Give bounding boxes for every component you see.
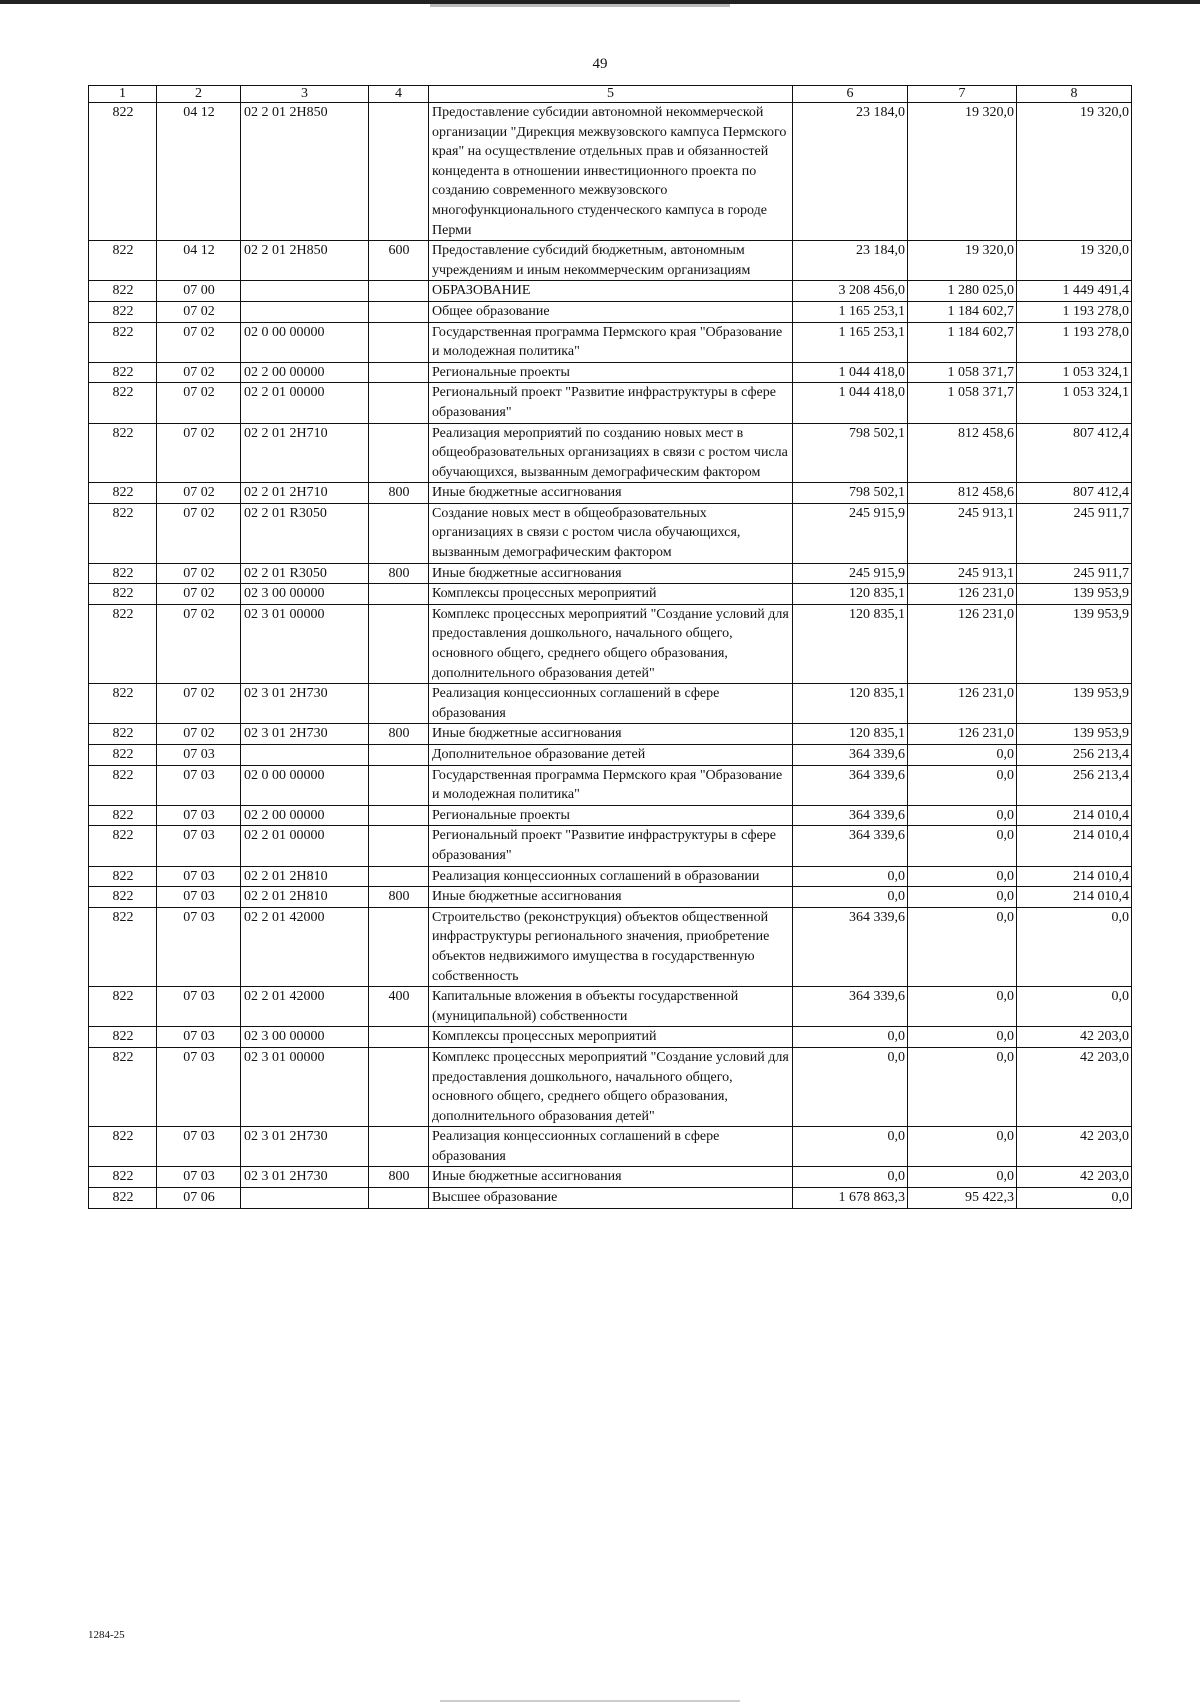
expense-type-cell: 600 [369, 241, 429, 281]
amount-col8-cell: 1 053 324,1 [1017, 362, 1132, 383]
target-article-cell: 02 2 01 42000 [241, 907, 369, 986]
section-code-cell: 07 02 [157, 301, 241, 322]
expense-type-cell [369, 423, 429, 483]
target-article-cell: 02 2 01 00000 [241, 383, 369, 423]
table-header-row [89, 86, 1132, 103]
expense-type-cell [369, 745, 429, 766]
expense-type-cell: 400 [369, 987, 429, 1027]
table-row [89, 362, 1132, 383]
table-row [89, 584, 1132, 605]
amount-col7-cell: 0,0 [908, 826, 1017, 866]
amount-col8-cell: 42 203,0 [1017, 1127, 1132, 1167]
table-row [89, 684, 1132, 724]
amount-col7-cell: 0,0 [908, 765, 1017, 805]
section-code-cell: 07 06 [157, 1188, 241, 1209]
amount-col7-cell: 0,0 [908, 987, 1017, 1027]
amount-col6-cell: 120 835,1 [793, 604, 908, 683]
expense-type-cell [369, 866, 429, 887]
target-article-cell: 02 2 00 00000 [241, 362, 369, 383]
amount-col7-cell: 245 913,1 [908, 503, 1017, 563]
ministry-code-cell: 822 [89, 724, 157, 745]
ministry-code-cell: 822 [89, 483, 157, 504]
amount-col8-cell: 139 953,9 [1017, 724, 1132, 745]
amount-col8-cell: 19 320,0 [1017, 241, 1132, 281]
budget-table [88, 85, 1132, 1209]
amount-col7-cell: 245 913,1 [908, 563, 1017, 584]
section-code-cell: 07 02 [157, 563, 241, 584]
amount-col7-cell: 126 231,0 [908, 684, 1017, 724]
section-code-cell: 07 02 [157, 684, 241, 724]
description-cell: Дополнительное образование детей [429, 745, 793, 766]
amount-col7-cell: 19 320,0 [908, 103, 1017, 241]
section-code-cell: 07 02 [157, 604, 241, 683]
target-article-cell: 02 3 01 00000 [241, 604, 369, 683]
description-cell: Комплексы процессных мероприятий [429, 1027, 793, 1048]
table-row [89, 103, 1132, 241]
description-cell: Иные бюджетные ассигнования [429, 724, 793, 745]
amount-col7-cell: 0,0 [908, 745, 1017, 766]
amount-col7-cell: 126 231,0 [908, 604, 1017, 683]
ministry-code-cell: 822 [89, 322, 157, 362]
section-code-cell: 07 03 [157, 866, 241, 887]
ministry-code-cell: 822 [89, 907, 157, 986]
section-code-cell: 07 03 [157, 907, 241, 986]
section-code-cell: 07 03 [157, 805, 241, 826]
expense-type-cell: 800 [369, 724, 429, 745]
table-row [89, 604, 1132, 683]
amount-col7-cell: 1 184 602,7 [908, 301, 1017, 322]
amount-col7-cell: 19 320,0 [908, 241, 1017, 281]
ministry-code-cell: 822 [89, 584, 157, 605]
amount-col8-cell: 807 412,4 [1017, 483, 1132, 504]
target-article-cell: 02 2 01 00000 [241, 826, 369, 866]
header-cell: 7 [908, 86, 1017, 103]
table-row [89, 563, 1132, 584]
section-code-cell: 04 12 [157, 241, 241, 281]
amount-col6-cell: 23 184,0 [793, 103, 908, 241]
amount-col6-cell: 364 339,6 [793, 826, 908, 866]
description-cell: Реализация концессионных соглашений в образовании [429, 866, 793, 887]
expense-type-cell: 800 [369, 1167, 429, 1188]
description-cell: Государственная программа Пермского края "Образование и молодежная политика" [429, 765, 793, 805]
ministry-code-cell: 822 [89, 1027, 157, 1048]
expense-type-cell [369, 322, 429, 362]
description-cell: Капитальные вложения в объекты государственной (муниципальной) собственности [429, 987, 793, 1027]
expense-type-cell [369, 826, 429, 866]
target-article-cell [241, 1188, 369, 1209]
table-row [89, 241, 1132, 281]
scan-bottom-mark [440, 1700, 740, 1702]
expense-type-cell: 800 [369, 563, 429, 584]
amount-col6-cell: 364 339,6 [793, 805, 908, 826]
section-code-cell: 07 02 [157, 724, 241, 745]
ministry-code-cell: 822 [89, 765, 157, 805]
amount-col8-cell: 1 449 491,4 [1017, 281, 1132, 302]
section-code-cell: 07 03 [157, 1027, 241, 1048]
amount-col8-cell: 0,0 [1017, 907, 1132, 986]
ministry-code-cell: 822 [89, 1127, 157, 1167]
amount-col8-cell: 214 010,4 [1017, 887, 1132, 908]
table-row [89, 483, 1132, 504]
ministry-code-cell: 822 [89, 362, 157, 383]
amount-col6-cell: 798 502,1 [793, 483, 908, 504]
amount-col8-cell: 1 193 278,0 [1017, 301, 1132, 322]
target-article-cell: 02 3 00 00000 [241, 1027, 369, 1048]
table-row [89, 826, 1132, 866]
target-article-cell: 02 0 00 00000 [241, 322, 369, 362]
expense-type-cell [369, 907, 429, 986]
amount-col8-cell: 1 193 278,0 [1017, 322, 1132, 362]
section-code-cell: 07 02 [157, 503, 241, 563]
section-code-cell: 07 03 [157, 987, 241, 1027]
expense-type-cell [369, 103, 429, 241]
amount-col7-cell: 0,0 [908, 907, 1017, 986]
amount-col6-cell: 364 339,6 [793, 987, 908, 1027]
amount-col6-cell: 120 835,1 [793, 584, 908, 605]
amount-col6-cell: 245 915,9 [793, 503, 908, 563]
expense-type-cell [369, 362, 429, 383]
table-row [89, 907, 1132, 986]
amount-col7-cell: 0,0 [908, 866, 1017, 887]
ministry-code-cell: 822 [89, 383, 157, 423]
amount-col7-cell: 0,0 [908, 1127, 1017, 1167]
ministry-code-cell: 822 [89, 745, 157, 766]
ministry-code-cell: 822 [89, 604, 157, 683]
amount-col6-cell: 120 835,1 [793, 684, 908, 724]
section-code-cell: 04 12 [157, 103, 241, 241]
amount-col6-cell: 0,0 [793, 1027, 908, 1048]
amount-col6-cell: 364 339,6 [793, 765, 908, 805]
target-article-cell: 02 3 01 2Н730 [241, 1127, 369, 1167]
amount-col8-cell: 214 010,4 [1017, 805, 1132, 826]
header-cell: 3 [241, 86, 369, 103]
amount-col7-cell: 1 058 371,7 [908, 362, 1017, 383]
target-article-cell: 02 3 00 00000 [241, 584, 369, 605]
table-row [89, 1127, 1132, 1167]
target-article-cell: 02 2 01 2Н810 [241, 866, 369, 887]
description-cell: Государственная программа Пермского края "Образование и молодежная политика" [429, 322, 793, 362]
amount-col6-cell: 1 044 418,0 [793, 362, 908, 383]
amount-col8-cell: 139 953,9 [1017, 584, 1132, 605]
target-article-cell: 02 2 00 00000 [241, 805, 369, 826]
ministry-code-cell: 822 [89, 103, 157, 241]
amount-col6-cell: 120 835,1 [793, 724, 908, 745]
amount-col6-cell: 1 165 253,1 [793, 322, 908, 362]
section-code-cell: 07 03 [157, 826, 241, 866]
target-article-cell [241, 281, 369, 302]
ministry-code-cell: 822 [89, 987, 157, 1027]
target-article-cell: 02 3 01 2Н730 [241, 1167, 369, 1188]
description-cell: Высшее образование [429, 1188, 793, 1209]
table-row [89, 301, 1132, 322]
expense-type-cell [369, 684, 429, 724]
amount-col7-cell: 0,0 [908, 1047, 1017, 1126]
section-code-cell: 07 03 [157, 887, 241, 908]
table-row [89, 503, 1132, 563]
table-body [89, 103, 1132, 1209]
description-cell: Региональные проекты [429, 805, 793, 826]
header-cell: 6 [793, 86, 908, 103]
ministry-code-cell: 822 [89, 1167, 157, 1188]
ministry-code-cell: 822 [89, 684, 157, 724]
expense-type-cell [369, 805, 429, 826]
description-cell: ОБРАЗОВАНИЕ [429, 281, 793, 302]
ministry-code-cell: 822 [89, 503, 157, 563]
amount-col8-cell: 139 953,9 [1017, 604, 1132, 683]
ministry-code-cell: 822 [89, 241, 157, 281]
description-cell: Иные бюджетные ассигнования [429, 483, 793, 504]
amount-col7-cell: 812 458,6 [908, 483, 1017, 504]
table-row [89, 724, 1132, 745]
ministry-code-cell: 822 [89, 887, 157, 908]
header-cell: 1 [89, 86, 157, 103]
amount-col6-cell: 1 678 863,3 [793, 1188, 908, 1209]
amount-col8-cell: 42 203,0 [1017, 1047, 1132, 1126]
amount-col6-cell: 0,0 [793, 1127, 908, 1167]
amount-col6-cell: 0,0 [793, 887, 908, 908]
description-cell: Региональные проекты [429, 362, 793, 383]
table-row [89, 423, 1132, 483]
amount-col7-cell: 812 458,6 [908, 423, 1017, 483]
amount-col6-cell: 798 502,1 [793, 423, 908, 483]
expense-type-cell [369, 281, 429, 302]
section-code-cell: 07 03 [157, 745, 241, 766]
target-article-cell: 02 2 01 2Н850 [241, 241, 369, 281]
amount-col8-cell: 0,0 [1017, 987, 1132, 1027]
description-cell: Строительство (реконструкция) объектов общественной инфраструктуры регионального значения, приобретение объектов недвижимого имущества в государственную собственность [429, 907, 793, 986]
section-code-cell: 07 03 [157, 765, 241, 805]
amount-col6-cell: 1 165 253,1 [793, 301, 908, 322]
amount-col8-cell: 42 203,0 [1017, 1027, 1132, 1048]
amount-col7-cell: 0,0 [908, 1167, 1017, 1188]
expense-type-cell [369, 1027, 429, 1048]
amount-col6-cell: 23 184,0 [793, 241, 908, 281]
description-cell: Предоставление субсидии автономной некоммерческой организации "Дирекция межвузовского кампуса Пермского края" на осуществление отдельных прав и обязанностей концедента в отношении инвестиционного проекта по созданию современного межвузовского многофункционального студенческого кампуса в городе Перми [429, 103, 793, 241]
description-cell: Иные бюджетные ассигнования [429, 563, 793, 584]
table-row [89, 1188, 1132, 1209]
target-article-cell: 02 2 01 2Н850 [241, 103, 369, 241]
description-cell: Предоставление субсидий бюджетным, автономным учреждениям и иным некоммерческим организациям [429, 241, 793, 281]
target-article-cell [241, 745, 369, 766]
description-cell: Комплекс процессных мероприятий "Создание условий для предоставления дошкольного, начального общего, основного общего, среднего общего образования, дополнительного образования детей" [429, 604, 793, 683]
target-article-cell: 02 0 00 00000 [241, 765, 369, 805]
table-row [89, 322, 1132, 362]
description-cell: Комплекс процессных мероприятий "Создание условий для предоставления дошкольного, начального общего, основного общего, среднего общего образования, дополнительного образования детей" [429, 1047, 793, 1126]
description-cell: Комплексы процессных мероприятий [429, 584, 793, 605]
amount-col7-cell: 1 058 371,7 [908, 383, 1017, 423]
target-article-cell: 02 3 01 2Н730 [241, 724, 369, 745]
amount-col8-cell: 214 010,4 [1017, 826, 1132, 866]
amount-col7-cell: 95 422,3 [908, 1188, 1017, 1209]
table-row [89, 745, 1132, 766]
description-cell: Создание новых мест в общеобразовательных организациях в связи с ростом числа обучающихся, вызванным демографическим фактором [429, 503, 793, 563]
table-row [89, 1047, 1132, 1126]
amount-col7-cell: 1 280 025,0 [908, 281, 1017, 302]
target-article-cell: 02 3 01 2Н730 [241, 684, 369, 724]
amount-col8-cell: 19 320,0 [1017, 103, 1132, 241]
amount-col6-cell: 0,0 [793, 866, 908, 887]
description-cell: Общее образование [429, 301, 793, 322]
table-row [89, 887, 1132, 908]
amount-col8-cell: 245 911,7 [1017, 503, 1132, 563]
target-article-cell: 02 2 01 2Н810 [241, 887, 369, 908]
amount-col8-cell: 214 010,4 [1017, 866, 1132, 887]
amount-col8-cell: 245 911,7 [1017, 563, 1132, 584]
section-code-cell: 07 03 [157, 1047, 241, 1126]
target-article-cell: 02 2 01 R3050 [241, 563, 369, 584]
ministry-code-cell: 822 [89, 281, 157, 302]
amount-col8-cell: 0,0 [1017, 1188, 1132, 1209]
target-article-cell: 02 2 01 2Н710 [241, 483, 369, 504]
ministry-code-cell: 822 [89, 826, 157, 866]
target-article-cell: 02 2 01 2Н710 [241, 423, 369, 483]
amount-col8-cell: 256 213,4 [1017, 765, 1132, 805]
amount-col6-cell: 3 208 456,0 [793, 281, 908, 302]
description-cell: Региональный проект "Развитие инфраструктуры в сфере образования" [429, 826, 793, 866]
section-code-cell: 07 03 [157, 1167, 241, 1188]
table-row [89, 987, 1132, 1027]
ministry-code-cell: 822 [89, 1047, 157, 1126]
description-cell: Реализация концессионных соглашений в сфере образования [429, 1127, 793, 1167]
ministry-code-cell: 822 [89, 1188, 157, 1209]
amount-col7-cell: 0,0 [908, 805, 1017, 826]
header-cell: 5 [429, 86, 793, 103]
expense-type-cell [369, 1188, 429, 1209]
description-cell: Реализация концессионных соглашений в сфере образования [429, 684, 793, 724]
description-cell: Реализация мероприятий по созданию новых мест в общеобразовательных организациях в связи с ростом числа обучающихся, вызванным демографическим фактором [429, 423, 793, 483]
amount-col8-cell: 139 953,9 [1017, 684, 1132, 724]
target-article-cell: 02 3 01 00000 [241, 1047, 369, 1126]
section-code-cell: 07 03 [157, 1127, 241, 1167]
table-row [89, 1167, 1132, 1188]
table-row [89, 383, 1132, 423]
table-row [89, 765, 1132, 805]
section-code-cell: 07 02 [157, 322, 241, 362]
target-article-cell [241, 301, 369, 322]
page-number: 49 [592, 56, 608, 72]
expense-type-cell: 800 [369, 483, 429, 504]
ministry-code-cell: 822 [89, 423, 157, 483]
expense-type-cell [369, 503, 429, 563]
description-cell: Региональный проект "Развитие инфраструктуры в сфере образования" [429, 383, 793, 423]
header-cell: 8 [1017, 86, 1132, 103]
description-cell: Иные бюджетные ассигнования [429, 887, 793, 908]
header-cell: 2 [157, 86, 241, 103]
expense-type-cell: 800 [369, 887, 429, 908]
amount-col7-cell: 126 231,0 [908, 584, 1017, 605]
description-cell: Иные бюджетные ассигнования [429, 1167, 793, 1188]
section-code-cell: 07 00 [157, 281, 241, 302]
target-article-cell: 02 2 01 42000 [241, 987, 369, 1027]
table-row [89, 281, 1132, 302]
section-code-cell: 07 02 [157, 362, 241, 383]
header-cell: 4 [369, 86, 429, 103]
amount-col7-cell: 1 184 602,7 [908, 322, 1017, 362]
amount-col6-cell: 0,0 [793, 1047, 908, 1126]
section-code-cell: 07 02 [157, 423, 241, 483]
section-code-cell: 07 02 [157, 383, 241, 423]
expense-type-cell [369, 765, 429, 805]
ministry-code-cell: 822 [89, 866, 157, 887]
section-code-cell: 07 02 [157, 483, 241, 504]
target-article-cell: 02 2 01 R3050 [241, 503, 369, 563]
amount-col8-cell: 1 053 324,1 [1017, 383, 1132, 423]
document-code: 1284-25 [88, 1629, 125, 1641]
table-row [89, 866, 1132, 887]
amount-col7-cell: 0,0 [908, 887, 1017, 908]
amount-col8-cell: 42 203,0 [1017, 1167, 1132, 1188]
expense-type-cell [369, 1047, 429, 1126]
amount-col6-cell: 0,0 [793, 1167, 908, 1188]
amount-col8-cell: 807 412,4 [1017, 423, 1132, 483]
scan-top-shade [430, 4, 730, 7]
ministry-code-cell: 822 [89, 563, 157, 584]
amount-col6-cell: 1 044 418,0 [793, 383, 908, 423]
amount-col8-cell: 256 213,4 [1017, 745, 1132, 766]
table-row [89, 805, 1132, 826]
expense-type-cell [369, 383, 429, 423]
expense-type-cell [369, 604, 429, 683]
amount-col7-cell: 126 231,0 [908, 724, 1017, 745]
amount-col6-cell: 245 915,9 [793, 563, 908, 584]
amount-col6-cell: 364 339,6 [793, 907, 908, 986]
expense-type-cell [369, 1127, 429, 1167]
table-row [89, 1027, 1132, 1048]
amount-col7-cell: 0,0 [908, 1027, 1017, 1048]
expense-type-cell [369, 301, 429, 322]
amount-col6-cell: 364 339,6 [793, 745, 908, 766]
expense-type-cell [369, 584, 429, 605]
section-code-cell: 07 02 [157, 584, 241, 605]
ministry-code-cell: 822 [89, 301, 157, 322]
ministry-code-cell: 822 [89, 805, 157, 826]
